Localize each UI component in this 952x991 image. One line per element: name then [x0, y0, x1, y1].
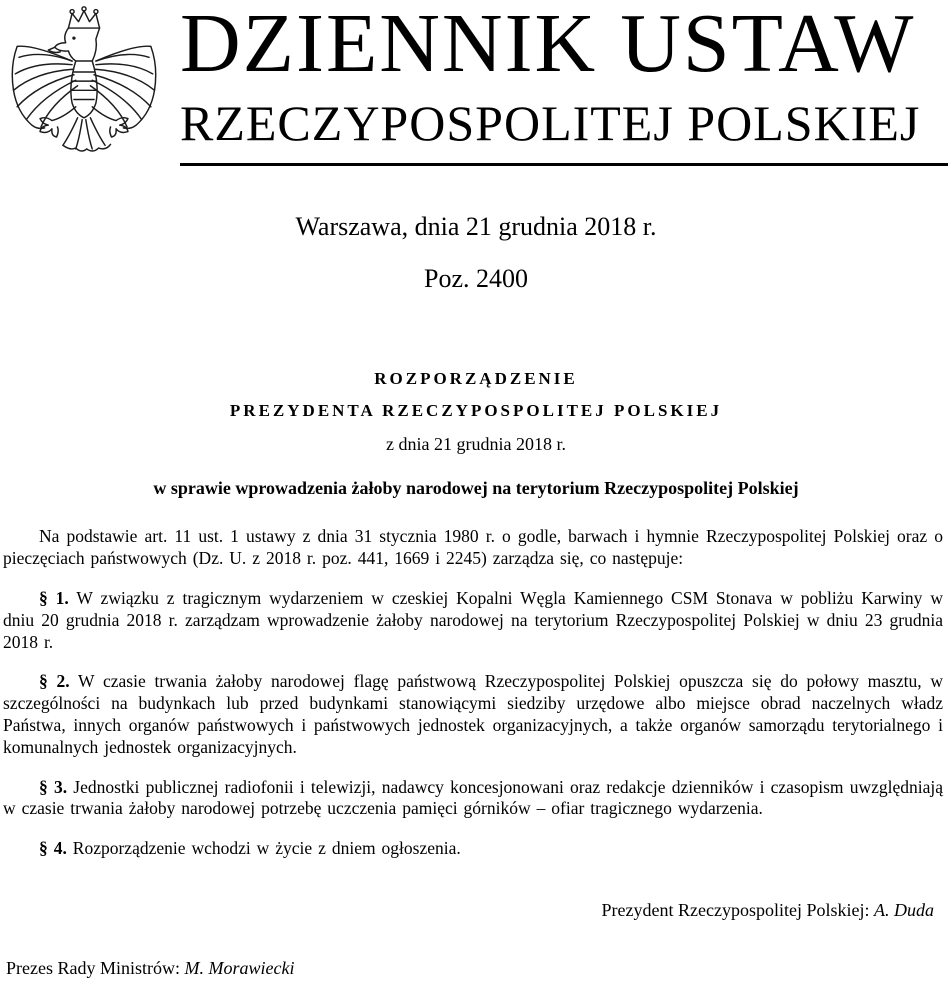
section-paragraph-3: [3, 777, 943, 821]
preamble-paragraph: Na podstawie art. 11 ust. 1 ustawy z dnia 31 stycznia 1980 r. o godle, barwach i hymnie Rzeczypospolitej Polskiej oraz o pieczęciach państwowych (Dz. U. z 2018 r. poz. 441, 1669 i 2245) zarządza się, co następuje:: [3, 526, 943, 569]
section-label-4: § 4.: [39, 838, 67, 859]
signature-pm-label: Prezes Rady Ministrów:: [6, 957, 180, 978]
section-label-3: § 3.: [39, 776, 68, 797]
section-paragraph-2: [3, 671, 943, 758]
act-date-line: z dnia 21 grudnia 2018 r.: [386, 434, 566, 455]
signature-president-name: A. Duda: [874, 899, 934, 920]
signature-president: [3, 900, 943, 922]
signature-pm-name: M. Morawiecki: [184, 957, 295, 978]
polish-eagle-emblem: [8, 4, 160, 162]
section-text-4: Rozporządzenie wchodzi w życie z dniem ogłoszenia.: [72, 838, 461, 859]
journal-subtitle: RZECZYPOSPOLITEJ POLSKIEJ: [180, 94, 921, 151]
section-paragraph-1: [3, 588, 943, 653]
act: [0, 369, 952, 979]
section-label-1: § 1.: [39, 587, 69, 608]
section-text-3: Jednostki publicznej radiofonii i telewizji, nadawcy koncesjonowani oraz redakcje dzienników i czasopism uwzględniają w czasie trwania żałoby narodowej potrzebę uczczenia pamięci górników – ofiar tragicznego wydarzenia.: [3, 776, 944, 819]
act-body: [0, 526, 952, 979]
signature-prime-minister: [3, 958, 943, 980]
section-text-2: W czasie trwania żałoby narodowej flagę państwową Rzeczypospolitej Polskiej opuszcza się do połowy masztu, w szczególności na budynkach lub przed budynkami stanowiącymi siedziby urzędowe albo miejsce obrad naczelnych władz Państwa, innych organów państwowych i państwowych jednostek organizacyjnych, a także organów samorządu terytorialnego i komunalnych jednostek organizacyjnych.: [3, 671, 943, 757]
act-issuer-heading: PREZYDENTA RZECZYPOSPOLITEJ POLSKIEJ: [229, 400, 723, 420]
position-number: Poz. 2400: [424, 263, 528, 293]
journal-title: DZIENNIK USTAW: [180, 0, 916, 90]
section-label-2: § 2.: [39, 671, 70, 692]
place-date-line: Warszawa, dnia 21 grudnia 2018 r.: [295, 211, 657, 241]
act-type-heading: ROZPORZĄDZENIE: [374, 369, 578, 389]
masthead: [0, 0, 952, 166]
section-paragraph-4: [3, 838, 943, 860]
masthead-text: [180, 0, 948, 166]
section-text-1: W związku z tragicznym wydarzeniem w czeskiej Kopalni Węgla Kamiennego CSM Stonava w pobliżu Karwiny w dniu 20 grudnia 2018 r. zarządzam wprowadzenie żałoby narodowej na terytorium Rzeczypospolitej Polskiej w dniu 23 grudnia 2018 r.: [3, 587, 943, 652]
signature-president-label: Prezydent Rzeczypospolitej Polskiej:: [601, 899, 870, 920]
act-subject-line: w sprawie wprowadzenia żałoby narodowej na terytorium Rzeczypospolitej Polskiej: [153, 477, 799, 498]
masthead-rule: [180, 163, 948, 166]
